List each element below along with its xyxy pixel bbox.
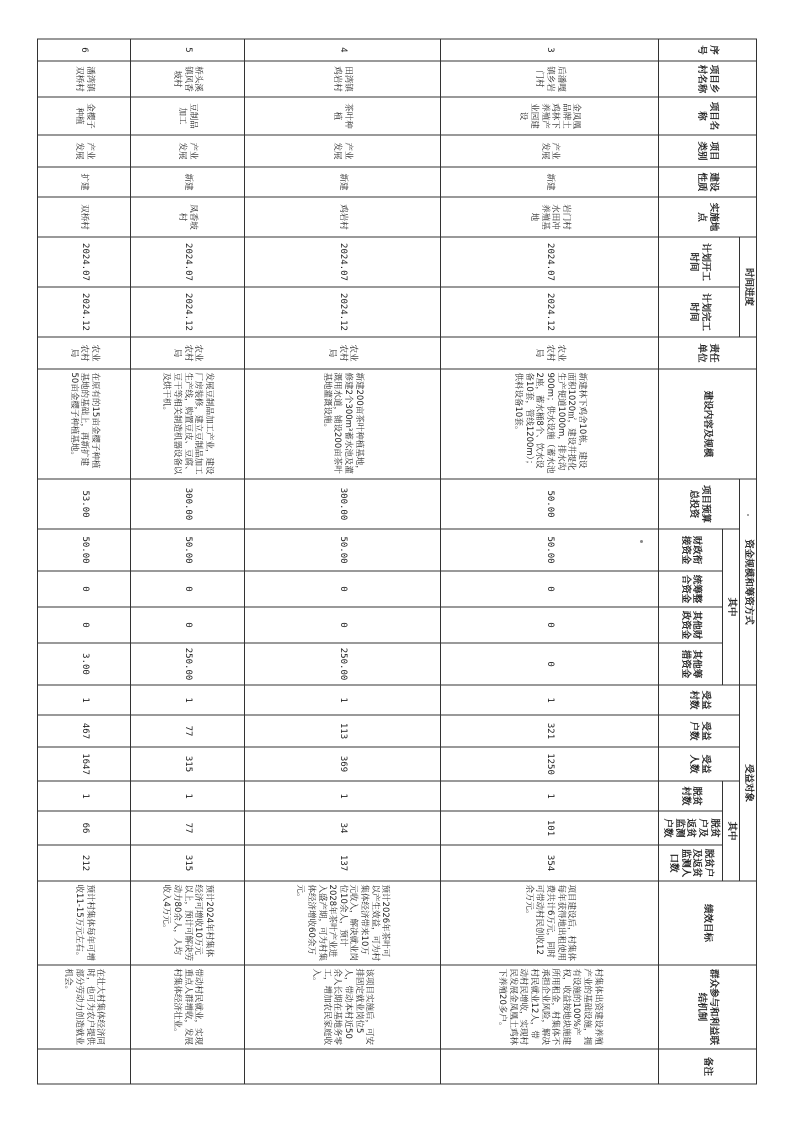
cell-project-name: 茶叶种植 [244, 97, 441, 135]
cell-seq: 4 [244, 39, 441, 61]
col-ben-households: 受益户数 [658, 715, 739, 747]
cell-participation: 在壮大村集体经济同时，也可为农户提供部分劳动力创造就业机会。 [37, 965, 130, 1049]
col-ben-people: 受益人数 [658, 747, 739, 781]
cell-performance: 预计村集体每年可增收11-15万元左右。 [37, 881, 130, 965]
col-ben-villages: 受益村数 [658, 685, 739, 715]
cell-poverty-people: 137 [244, 845, 441, 881]
col-participation: 群众参与和利益联结机制 [658, 965, 756, 1049]
project-table [37, 39, 757, 1085]
cell-poverty-people: 354 [440, 845, 658, 881]
cell-other-pool: 250.00 [130, 643, 244, 685]
cell-poverty-villages: 1 [440, 781, 658, 811]
cell-poverty-villages: 1 [244, 781, 441, 811]
cell-ben-villages: 1 [130, 685, 244, 715]
cell-content: 新建200亩茶叶种植基地，修建2个300m³蓄水池及灌溉用水道，铺设200亩茶叶基地灌溉设施。 [244, 369, 441, 479]
cell-nature: 新建 [130, 167, 244, 197]
cell-category: 产业发展 [130, 135, 244, 167]
cell-remarks [244, 1049, 441, 1084]
scan-speck [640, 540, 643, 543]
col-other-fiscal: 其他财政资金 [658, 607, 722, 643]
col-nature: 建设性质 [658, 167, 756, 197]
table-row [130, 39, 244, 1084]
cell-total: 300.00 [244, 479, 441, 529]
cell-participation: 带动村民就业，实现重点人群增收，发展村集体经济壮业。 [130, 965, 244, 1049]
col-start: 计划开工时间 [658, 237, 739, 287]
cell-location: 凤香坡村 [130, 197, 244, 237]
cell-end: 2024.12 [130, 287, 244, 337]
cell-seq: 6 [37, 39, 130, 61]
col-funds-among: 其中 [722, 529, 739, 685]
col-schedule: 时间进度 [739, 237, 756, 337]
col-poverty-villages: 脱贫村数 [658, 781, 722, 811]
cell-poverty-villages: 1 [130, 781, 244, 811]
cell-unit: 农业农村局 [244, 337, 441, 369]
table-row [244, 39, 441, 1084]
cell-performance: 预计2026年茶叶可以产生效益，可为村集体经济带来10万元收入，解决就业岗位10余人，预计2028年茶叶产业进入盛产期，可为村集体经济增收60余万元。 [244, 881, 441, 965]
cell-ben-households: 321 [440, 715, 658, 747]
cell-category: 产业发展 [440, 135, 658, 167]
cell-project-name: 金樱子种植 [37, 97, 130, 135]
table-row [440, 39, 658, 1084]
cell-unit: 农业农村局 [440, 337, 658, 369]
cell-poverty-households: 66 [37, 811, 130, 845]
col-fiscal: 财政衔接资金 [658, 529, 722, 571]
cell-other-fiscal: 0 [244, 607, 441, 643]
cell-town-village: 后潘嘎镇乡岩门村 [440, 61, 658, 97]
header-row-1 [739, 39, 756, 1084]
cell-start: 2024.07 [130, 237, 244, 287]
cell-nature: 新建 [440, 167, 658, 197]
cell-other-pool: 250.00 [244, 643, 441, 685]
cell-ben-people: 1647 [37, 747, 130, 781]
cell-poverty-households: 34 [244, 811, 441, 845]
col-unit: 责任单位 [658, 337, 756, 369]
col-total: 项目预算总投资 [658, 479, 739, 529]
cell-poverty-villages: 1 [37, 781, 130, 811]
col-integrated: 统筹整合资金 [658, 571, 722, 607]
col-town-village: 项目乡村名称 [658, 61, 756, 97]
cell-other-pool: 3.00 [37, 643, 130, 685]
col-ben-among: 其中 [722, 781, 739, 881]
col-end: 计划完工时间 [658, 287, 739, 337]
cell-ben-people: 1250 [440, 747, 658, 781]
cell-other-pool: 0 [440, 643, 658, 685]
cell-nature: 新建 [244, 167, 441, 197]
cell-town-village: 田湾镇鸡岩村 [244, 61, 441, 97]
cell-content: 新建林下鸡舍10栋，建设面积1020㎡，建设井提化生产便道1000m，排水沟900m；供水设施（蓄水池2座，蓄水桶8个、饮水设备10套，管线1200m）；供料设备10套。 [440, 369, 658, 479]
col-category: 项目类别 [658, 135, 756, 167]
cell-integrated: 0 [244, 571, 441, 607]
cell-total: 53.00 [37, 479, 130, 529]
col-funds: 资金规模和筹资方式 [739, 479, 756, 685]
cell-content: 在原有的15亩金樱子种植基地的基础上，再新扩建50亩金樱子种植基地。 [37, 369, 130, 479]
cell-poverty-people: 315 [130, 845, 244, 881]
cell-total: 50.00 [440, 479, 658, 529]
cell-unit: 农业农村局 [130, 337, 244, 369]
cell-town-village: 潘湾镇双桥村 [37, 61, 130, 97]
cell-other-fiscal: 0 [37, 607, 130, 643]
col-seq: 序号 [658, 39, 756, 61]
cell-ben-people: 315 [130, 747, 244, 781]
cell-location: 岩门村水田冲养殖基地 [440, 197, 658, 237]
col-project-name: 项目名称 [658, 97, 756, 135]
cell-fiscal: 50.00 [440, 529, 658, 571]
cell-ben-people: 369 [244, 747, 441, 781]
col-content: 建设内容及规模 [658, 369, 756, 479]
col-other-pool: 其他筹措资金 [658, 643, 722, 685]
cell-end: 2024.12 [37, 287, 130, 337]
cell-other-fiscal: 0 [440, 607, 658, 643]
cell-ben-households: 77 [130, 715, 244, 747]
cell-seq: 5 [130, 39, 244, 61]
cell-fiscal: 50.00 [130, 529, 244, 571]
cell-performance: 预计2024年村集体经济可增收10万元以上，预计可解决劳动力80余人，人均收入4万元。 [130, 881, 244, 965]
cell-town-village: 桥头溪镇风香坡村 [130, 61, 244, 97]
cell-end: 2024.12 [440, 287, 658, 337]
cell-start: 2024.07 [37, 237, 130, 287]
cell-poverty-people: 212 [37, 845, 130, 881]
cell-integrated: 0 [37, 571, 130, 607]
cell-fiscal: 50.00 [244, 529, 441, 571]
cell-location: 鸡岩村 [244, 197, 441, 237]
cell-project-name: 豆制品加工 [130, 97, 244, 135]
cell-remarks [130, 1049, 244, 1084]
cell-project-name: 金凤凰品牌土鸡林下养殖产业园建设 [440, 97, 658, 135]
cell-ben-villages: 1 [37, 685, 130, 715]
cell-location: 双桥村 [37, 197, 130, 237]
cell-fiscal: 50.00 [37, 529, 130, 571]
scan-speck [747, 514, 749, 516]
cell-start: 2024.07 [244, 237, 441, 287]
cell-ben-villages: 1 [440, 685, 658, 715]
cell-integrated: 0 [440, 571, 658, 607]
cell-remarks [440, 1049, 658, 1084]
cell-other-fiscal: 0 [130, 607, 244, 643]
cell-start: 2024.07 [440, 237, 658, 287]
col-performance: 绩效目标 [658, 881, 756, 965]
cell-poverty-households: 77 [130, 811, 244, 845]
cell-remarks [37, 1049, 130, 1084]
cell-nature: 扩建 [37, 167, 130, 197]
cell-ben-households: 113 [244, 715, 441, 747]
cell-content: 发展豆制品加工产业，建设厂房装修，建立豆制品加工生产线，购置豆皮、豆腐、豆干等相关制造机器设备以及烘干机。 [130, 369, 244, 479]
rotated-table-area [37, 39, 757, 1084]
col-poverty-households: 脱贫户及返贫监测户数 [658, 811, 722, 845]
col-location: 实施地点 [658, 197, 756, 237]
cell-ben-households: 467 [37, 715, 130, 747]
cell-poverty-households: 101 [440, 811, 658, 845]
cell-total: 300.00 [130, 479, 244, 529]
cell-seq: 3 [440, 39, 658, 61]
col-remarks: 备注 [658, 1049, 756, 1084]
cell-end: 2024.12 [244, 287, 441, 337]
cell-category: 产业发展 [37, 135, 130, 167]
cell-ben-villages: 1 [244, 685, 441, 715]
table-row [37, 39, 130, 1084]
cell-unit: 农业农村局 [37, 337, 130, 369]
cell-integrated: 0 [130, 571, 244, 607]
col-beneficiaries: 受益对象 [739, 685, 756, 881]
col-poverty-people: 脱贫户及返贫监测人口数 [658, 845, 722, 881]
cell-participation: 村集体出资建设养殖产业的基础设施，拥有设施的100%产权，收益按地块施建所用租金，村集体不承担企业风险，解决村民就业12人，带动村民增收，实现村民发展金凤凰土鸡林下养殖20多户。 [440, 965, 658, 1049]
cell-participation: 该项目实施后，可安排固定就业岗位5人，带动本村近50余人长期在基地务零工，增加农民家庭收入。 [244, 965, 441, 1049]
cell-category: 产业发展 [244, 135, 441, 167]
cell-performance: 项目建设后，村集体每年获得地出租使用费共计6万元，同时可带动村民创收12余万元。 [440, 881, 658, 965]
